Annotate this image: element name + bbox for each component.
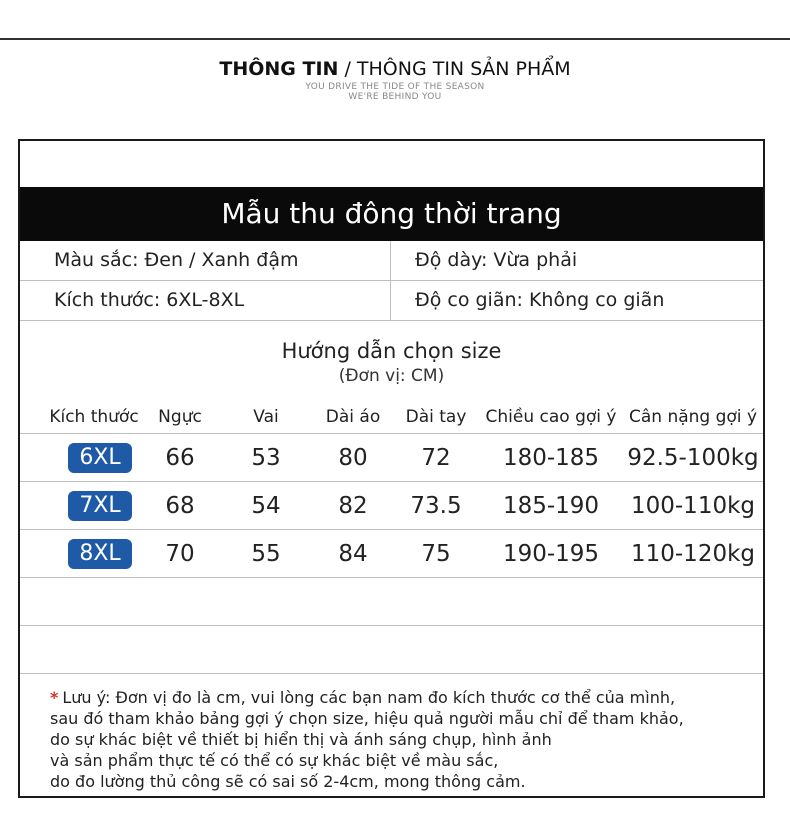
table-cell: 92.5-100kg: [627, 445, 759, 471]
table-cell: 82: [338, 493, 368, 519]
table-cell: 84: [338, 541, 368, 567]
tagline-line-1: YOU DRIVE THE TIDE OF THE SEASON: [305, 82, 485, 92]
table-rule: [20, 529, 763, 530]
size-guide-title: Hướng dẫn chọn size: [281, 339, 502, 363]
table-cell: 55: [251, 541, 281, 567]
table-cell: 70: [165, 541, 195, 567]
table-cell: 185-190: [502, 493, 600, 519]
table-cell: 75: [421, 541, 451, 567]
info-row-1: [20, 241, 763, 281]
table-cell: 110-120kg: [630, 541, 756, 567]
table-cell: 73.5: [410, 493, 462, 519]
section-title-rest: / THÔNG TIN SẢN PHẨM: [338, 58, 571, 80]
care-note: [50, 687, 750, 792]
table-rule: [20, 481, 763, 482]
col-header-length: Dài áo: [325, 407, 381, 427]
note-line-1: * Lưu ý: Đơn vị đo là cm, vui lòng các bạn nam đo kích thước cơ thể của mình,: [50, 688, 676, 707]
size-badge-6xl: 6XL: [68, 443, 132, 473]
size-badge-8xl: 8XL: [68, 539, 132, 569]
tagline-line-2: WE'RE BEHIND YOU: [348, 92, 442, 102]
size-badge-7xl: 7XL: [68, 491, 132, 521]
info-thickness: Độ dày: Vừa phải: [415, 249, 578, 271]
info-stretch: Độ co giãn: Không co giãn: [415, 289, 665, 311]
section-header: [0, 56, 790, 102]
info-divider: [390, 241, 391, 280]
col-header-height: Chiều cao gợi ý: [485, 407, 617, 427]
info-divider: [390, 281, 391, 320]
note-line-4: và sản phẩm thực tế có thể có sự khác biệt về màu sắc,: [50, 751, 499, 770]
table-cell: 180-185: [502, 445, 600, 471]
info-row-2: [20, 281, 763, 321]
table-rule: [20, 577, 763, 578]
section-title: [0, 56, 790, 82]
product-info-card: [18, 139, 765, 798]
col-header-sleeve: Dài tay: [405, 407, 467, 427]
section-title-bold: THÔNG TIN: [219, 58, 339, 80]
table-cell: 66: [165, 445, 195, 471]
top-rule: [0, 38, 790, 40]
table-rule: [20, 673, 763, 674]
note-line-2: sau đó tham khảo bảng gợi ý chọn size, hiệu quả người mẫu chỉ để tham khảo,: [50, 709, 684, 728]
table-cell: 53: [251, 445, 281, 471]
info-size-range: Kích thước: 6XL-8XL: [54, 289, 245, 311]
table-cell: 54: [251, 493, 281, 519]
col-header-shoulder: Vai: [253, 407, 279, 427]
table-cell: 80: [338, 445, 368, 471]
asterisk-icon: *: [50, 688, 59, 707]
col-header-size: Kích thước: [49, 407, 139, 427]
size-guide-unit: (Đơn vị: CM): [338, 366, 445, 386]
info-color: Màu sắc: Đen / Xanh đậm: [54, 249, 299, 271]
col-header-chest: Ngực: [158, 407, 202, 427]
note-line-3: do sự khác biệt về thiết bị hiển thị và ánh sáng chụp, hình ảnh: [50, 730, 552, 749]
table-cell: 190-195: [502, 541, 600, 567]
table-cell: 100-110kg: [630, 493, 756, 519]
table-cell: 72: [421, 445, 451, 471]
table-rule: [20, 433, 763, 434]
table-rule: [20, 625, 763, 626]
product-banner: Mẫu thu đông thời trang: [20, 187, 763, 241]
col-header-weight: Cân nặng gợi ý: [628, 407, 758, 427]
table-cell: 68: [165, 493, 195, 519]
note-line-5: do đo lường thủ công sẽ có sai số 2-4cm, mong thông cảm.: [50, 772, 526, 791]
